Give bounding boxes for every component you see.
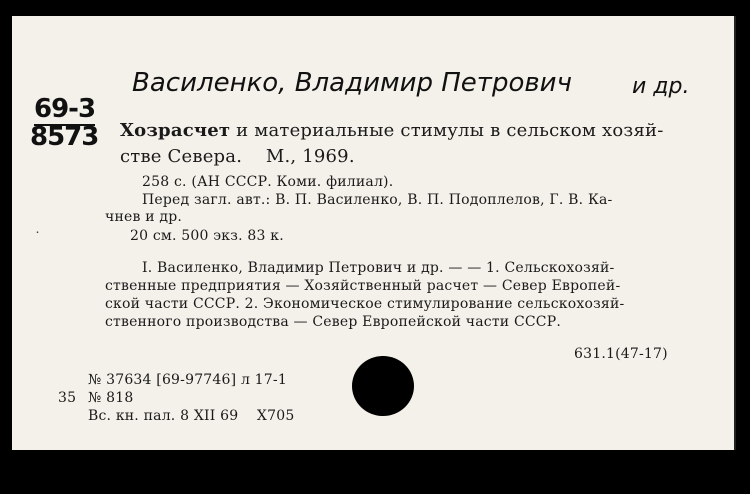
handwritten-author: Василенко, Владимир Петрович [132,68,572,98]
authors-line-1: Перед загл. авт.: В. П. Василенко, В. П. Подоплелов, Г. В. Ка- [142,192,613,208]
subject-line-4: ственного производства — Север Европейской части СССР. [105,314,561,330]
handwritten-call-number-top: 69-3 [34,94,96,124]
record-prefix: 35 [58,390,77,406]
authors-line-2: чнев и др. [105,209,183,225]
record-line-1: № 37634 [69-97746] л 17-1 [88,372,287,388]
title-line-1 [120,120,663,141]
classification-number: 631.1(47-17) [574,346,668,362]
handwritten-call-number-bottom: 8573 [30,122,99,152]
title-main-word: Хозрасчет [120,120,231,141]
punch-hole [352,356,414,416]
handwritten-et-al: и др. [632,74,690,99]
catalog-card [12,16,736,450]
title-line-2: стве Севера. М., 1969. [120,146,355,167]
record-line-2: № 818 [88,390,134,406]
subject-line-3: ской части СССР. 2. Экономическое стимулирование сельскохозяй- [105,296,625,312]
record-line-3: Вс. кн. пал. 8 XII 69 X705 [88,408,295,424]
stray-mark: ˙ [34,230,41,246]
pages-line: 258 с. (АН СССР. Коми. филиал). [142,174,394,190]
title-rest: и материальные стимулы в сельском хозяй- [230,120,664,141]
subject-line-1: I. Василенко, Владимир Петрович и др. — — 1. Сельскохозяй- [142,260,615,276]
subject-line-2: ственные предприятия — Хозяйственный расчет — Север Европей- [105,278,621,294]
format-line: 20 см. 500 экз. 83 к. [130,228,284,244]
